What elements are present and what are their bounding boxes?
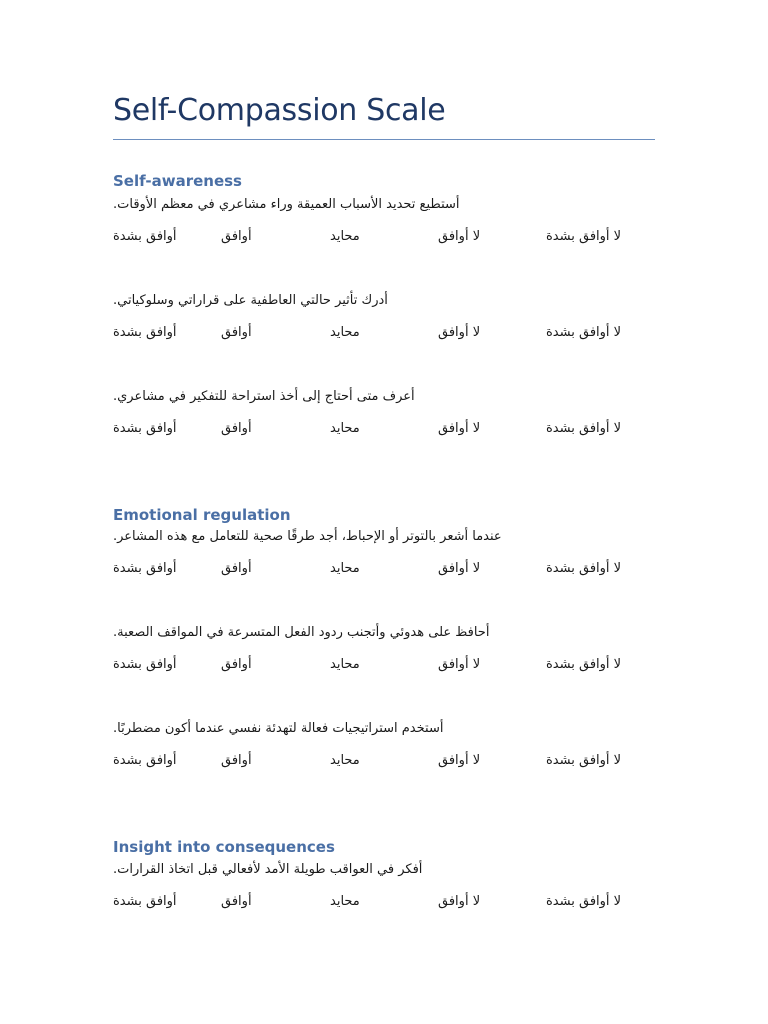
response-options-q7 [113,894,655,914]
option-agree[interactable]: أوافق [221,421,252,436]
option-strongly-disagree[interactable]: لا أوافق بشدة [546,657,622,672]
option-neutral[interactable]: محايد [330,894,360,909]
page-title: Self-Compassion Scale [113,93,446,128]
response-options-q3 [113,421,655,441]
question-5: أحافظ على هدوئي وأتجنب ردود الفعل المتسرعة في المواقف الصعبة. [113,625,490,640]
option-strongly-disagree[interactable]: لا أوافق بشدة [546,325,622,340]
option-neutral[interactable]: محايد [330,229,360,244]
option-disagree[interactable]: لا أوافق [438,229,481,244]
option-strongly-disagree[interactable]: لا أوافق بشدة [546,421,622,436]
option-strongly-agree[interactable]: أوافق بشدة [113,657,177,672]
option-strongly-disagree[interactable]: لا أوافق بشدة [546,894,622,909]
response-options-q2 [113,325,655,345]
title-underline [113,139,655,140]
response-options-q5 [113,657,655,677]
response-options-q1 [113,229,655,249]
option-neutral[interactable]: محايد [330,421,360,436]
option-neutral[interactable]: محايد [330,325,360,340]
option-agree[interactable]: أوافق [221,657,252,672]
option-disagree[interactable]: لا أوافق [438,561,481,576]
option-disagree[interactable]: لا أوافق [438,657,481,672]
option-disagree[interactable]: لا أوافق [438,325,481,340]
option-agree[interactable]: أوافق [221,229,252,244]
question-2: أدرك تأثير حالتي العاطفية على قراراتي وسلوكياتي. [113,293,388,308]
option-strongly-disagree[interactable]: لا أوافق بشدة [546,753,622,768]
question-6: أستخدم استراتيجيات فعالة لتهدئة نفسي عندما أكون مضطربًا. [113,721,444,736]
option-strongly-disagree[interactable]: لا أوافق بشدة [546,561,622,576]
option-neutral[interactable]: محايد [330,561,360,576]
question-4: عندما أشعر بالتوتر أو الإحباط، أجد طرقًا صحية للتعامل مع هذه المشاعر. [113,529,502,544]
option-agree[interactable]: أوافق [221,753,252,768]
question-3: أعرف متى أحتاج إلى أخذ استراحة للتفكير في مشاعري. [113,389,415,404]
option-agree[interactable]: أوافق [221,894,252,909]
option-strongly-agree[interactable]: أوافق بشدة [113,753,177,768]
option-strongly-disagree[interactable]: لا أوافق بشدة [546,229,622,244]
option-neutral[interactable]: محايد [330,753,360,768]
option-disagree[interactable]: لا أوافق [438,421,481,436]
option-strongly-agree[interactable]: أوافق بشدة [113,421,177,436]
section-heading-self-awareness: Self-awareness [113,172,242,190]
option-agree[interactable]: أوافق [221,561,252,576]
question-7: أفكر في العواقب طويلة الأمد لأفعالي قبل اتخاذ القرارات. [113,862,423,877]
option-neutral[interactable]: محايد [330,657,360,672]
section-heading-emotional-regulation: Emotional regulation [113,506,291,524]
option-disagree[interactable]: لا أوافق [438,894,481,909]
response-options-q4 [113,561,655,581]
section-heading-insight-into-consequences: Insight into consequences [113,838,335,856]
option-strongly-agree[interactable]: أوافق بشدة [113,561,177,576]
response-options-q6 [113,753,655,773]
option-strongly-agree[interactable]: أوافق بشدة [113,894,177,909]
option-agree[interactable]: أوافق [221,325,252,340]
question-1: أستطيع تحديد الأسباب العميقة وراء مشاعري في معظم الأوقات. [113,197,460,212]
option-strongly-agree[interactable]: أوافق بشدة [113,229,177,244]
option-strongly-agree[interactable]: أوافق بشدة [113,325,177,340]
option-disagree[interactable]: لا أوافق [438,753,481,768]
